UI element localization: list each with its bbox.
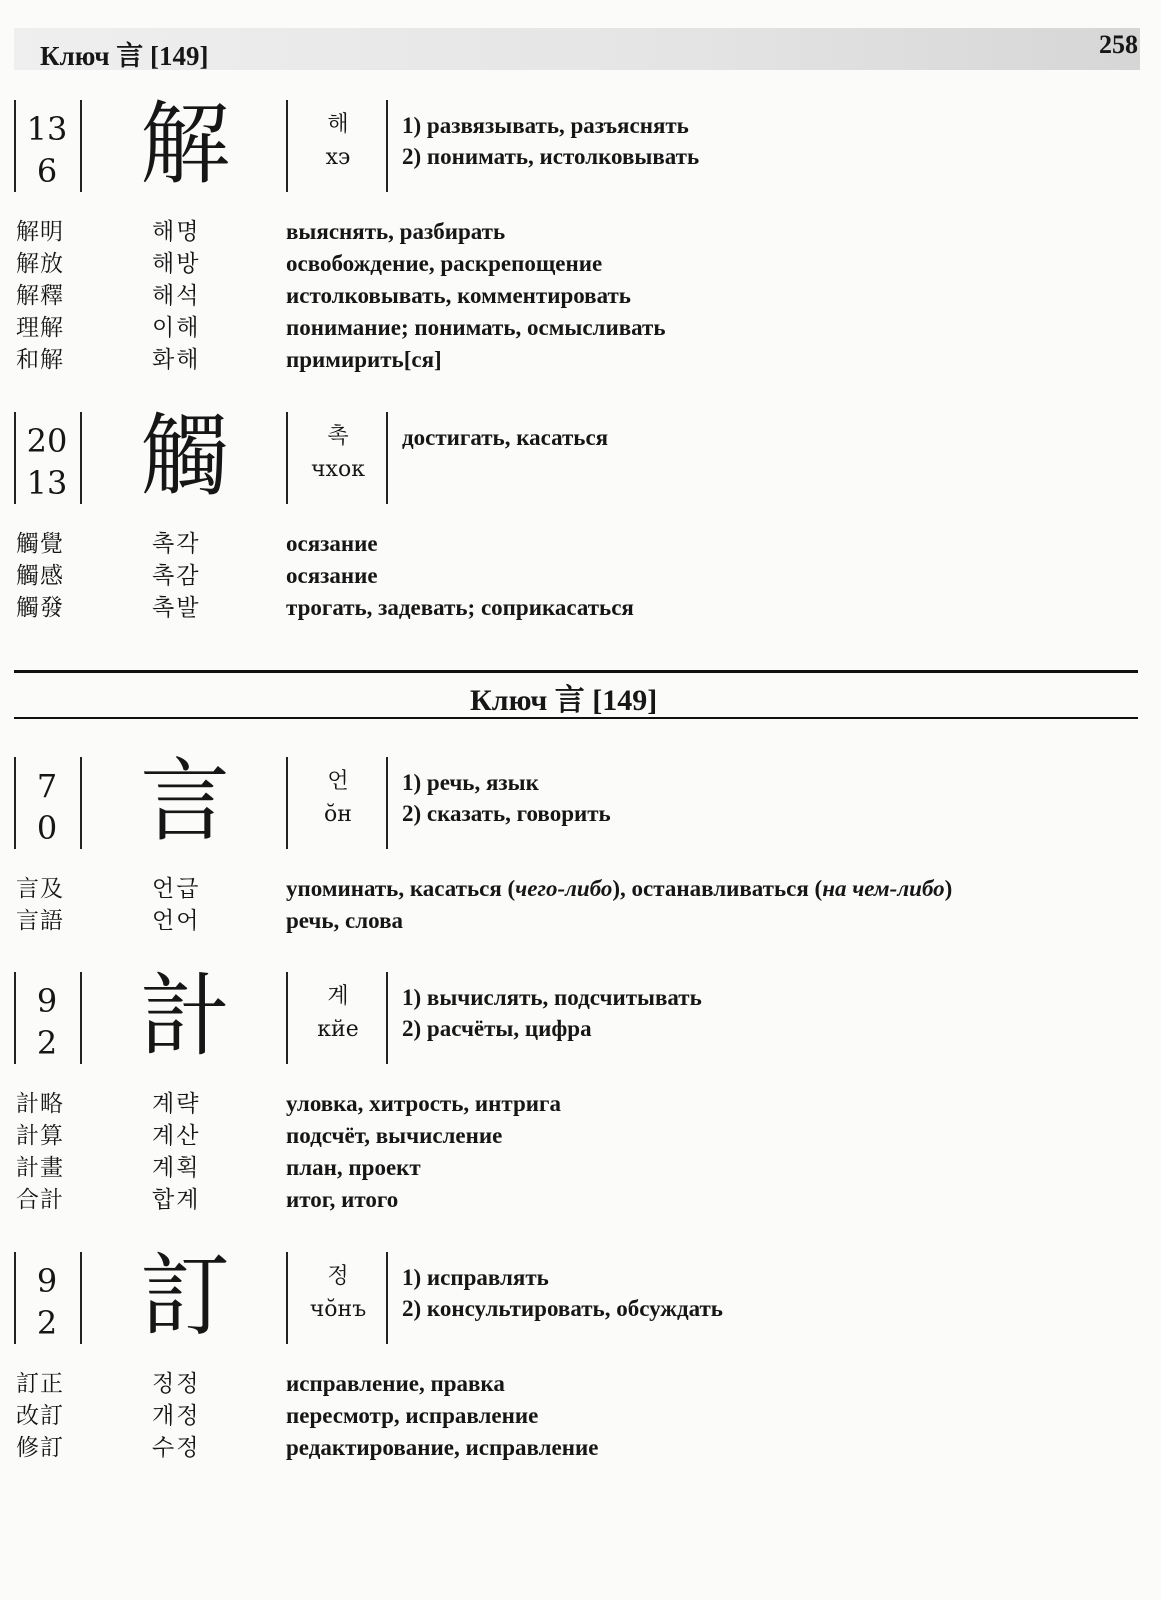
compound-translation: выяснять, разбирать bbox=[286, 219, 506, 244]
compound-row bbox=[0, 905, 1140, 937]
dictionary-entry bbox=[0, 92, 1140, 376]
meaning: достигать, касаться bbox=[402, 425, 609, 450]
meanings-list bbox=[402, 422, 608, 453]
vertical-rule bbox=[386, 757, 388, 849]
entry-head bbox=[0, 92, 1140, 200]
compound-hanja: 言及 bbox=[16, 876, 64, 902]
compound-hanja: 計畫 bbox=[16, 1155, 64, 1181]
compound-hanja: 改訂 bbox=[16, 1403, 64, 1429]
stroke-count bbox=[14, 108, 80, 192]
compound-hangul: 계산 bbox=[152, 1123, 201, 1149]
entry-head bbox=[0, 404, 1140, 512]
vertical-rule bbox=[286, 100, 288, 192]
meaning: 2) расчёты, цифра bbox=[402, 1016, 592, 1041]
compound-hanja: 解明 bbox=[16, 219, 64, 245]
meanings-list bbox=[402, 1262, 723, 1324]
vertical-rule bbox=[80, 412, 82, 504]
vertical-rule bbox=[286, 412, 288, 504]
stroke-count-extra: 6 bbox=[36, 152, 58, 190]
stroke-count-extra: 2 bbox=[36, 1304, 58, 1342]
compound-translation: осязание bbox=[286, 563, 378, 588]
compound-row bbox=[0, 1152, 1140, 1184]
dictionary-entry bbox=[0, 749, 1140, 937]
headword-character: 言 bbox=[140, 749, 230, 854]
reading-transcription: чхок bbox=[311, 457, 365, 482]
compound-hangul: 계략 bbox=[152, 1091, 201, 1117]
vertical-rule bbox=[286, 757, 288, 849]
compound-hanja: 觸發 bbox=[16, 595, 64, 621]
compound-hangul: 언어 bbox=[152, 908, 201, 934]
dictionary-entry bbox=[0, 1244, 1140, 1464]
stroke-count-total: 9 bbox=[36, 982, 58, 1020]
reading bbox=[290, 1260, 386, 1326]
meaning: 1) развязывать, разъяснять bbox=[402, 113, 689, 138]
compound-hanja: 和解 bbox=[16, 347, 64, 373]
reading-hangul: 언 bbox=[327, 769, 349, 794]
compound-row bbox=[0, 1120, 1140, 1152]
compound-hangul: 해명 bbox=[152, 219, 201, 245]
compounds-list bbox=[0, 216, 1140, 376]
entry-head bbox=[0, 1244, 1140, 1352]
reading bbox=[290, 420, 386, 486]
stroke-count bbox=[14, 980, 80, 1064]
compound-row bbox=[0, 344, 1140, 376]
compound-row bbox=[0, 280, 1140, 312]
stroke-count-extra: 2 bbox=[36, 1024, 58, 1062]
compound-hangul: 화해 bbox=[152, 347, 201, 373]
compound-hangul: 계획 bbox=[152, 1155, 201, 1181]
compound-row bbox=[0, 1184, 1140, 1216]
compound-hangul: 이해 bbox=[152, 315, 201, 341]
headword-character: 計 bbox=[140, 964, 230, 1069]
reading-hangul: 정 bbox=[327, 1264, 349, 1289]
translation-part: ), останавливаться ( bbox=[612, 876, 823, 901]
meanings-list bbox=[402, 982, 702, 1044]
stroke-count-total: 9 bbox=[36, 1262, 58, 1300]
stroke-count bbox=[14, 1260, 80, 1344]
compound-translation: итог, итого bbox=[286, 1187, 399, 1212]
meaning: 2) сказать, говорить bbox=[402, 801, 611, 826]
headword-character: 解 bbox=[140, 92, 230, 197]
compound-translation: понимание; понимать, осмысливать bbox=[286, 315, 666, 340]
stroke-count bbox=[14, 765, 80, 849]
compound-hanja: 理解 bbox=[16, 315, 64, 341]
compound-hangul: 합계 bbox=[152, 1187, 201, 1213]
meaning: 1) исправлять bbox=[402, 1265, 549, 1290]
dictionary-entry bbox=[0, 964, 1140, 1216]
stroke-count-total: 20 bbox=[26, 422, 68, 460]
reading-hangul: 해 bbox=[327, 112, 349, 137]
compound-translation: пересмотр, исправление bbox=[286, 1403, 539, 1428]
compound-translation: освобождение, раскрепощение bbox=[286, 251, 603, 276]
compound-hangul: 언급 bbox=[152, 876, 201, 902]
running-header-title: Ключ 言 [149] bbox=[40, 41, 209, 71]
compound-hangul: 해석 bbox=[152, 283, 201, 309]
headword-character: 觸 bbox=[140, 404, 230, 509]
compound-row bbox=[0, 592, 1140, 624]
meanings-list bbox=[402, 767, 611, 829]
compound-row bbox=[0, 312, 1140, 344]
vertical-rule bbox=[286, 1252, 288, 1344]
compound-hangul: 해방 bbox=[152, 251, 201, 277]
compound-hanja: 修訂 bbox=[16, 1435, 64, 1461]
headword-character: 訂 bbox=[140, 1244, 230, 1349]
compound-translation: редактирование, исправление bbox=[286, 1435, 599, 1460]
compound-hangul: 수정 bbox=[152, 1435, 201, 1461]
stroke-count-extra: 13 bbox=[26, 464, 68, 502]
translation-italic: на чем-либо bbox=[822, 876, 945, 901]
compound-translation: осязание bbox=[286, 531, 378, 556]
translation-part: ) bbox=[944, 876, 953, 901]
compound-row bbox=[0, 560, 1140, 592]
reading-transcription: чŏнъ bbox=[309, 1297, 367, 1322]
vertical-rule bbox=[80, 1252, 82, 1344]
compound-row bbox=[0, 1088, 1140, 1120]
meaning: 2) консультировать, обсуждать bbox=[402, 1296, 723, 1321]
entry-head bbox=[0, 749, 1140, 857]
compound-hangul: 개정 bbox=[152, 1403, 201, 1429]
compound-translation: уловка, хитрость, интрига bbox=[286, 1091, 561, 1116]
compound-translation: трогать, задевать; соприкасаться bbox=[286, 595, 634, 620]
vertical-rule bbox=[386, 412, 388, 504]
reading bbox=[290, 980, 386, 1046]
meaning: 1) речь, язык bbox=[402, 770, 539, 795]
compounds-list bbox=[0, 873, 1140, 937]
compound-hangul: 촉발 bbox=[152, 595, 201, 621]
stroke-count-total: 13 bbox=[26, 110, 68, 148]
compound-hanja: 解釋 bbox=[16, 283, 64, 309]
vertical-rule bbox=[80, 100, 82, 192]
compound-translation: примирить[ся] bbox=[286, 347, 442, 372]
compounds-list bbox=[0, 1088, 1140, 1216]
stroke-count bbox=[14, 420, 80, 504]
vertical-rule bbox=[80, 972, 82, 1064]
stroke-count-extra: 0 bbox=[36, 809, 58, 847]
compound-row bbox=[0, 1400, 1140, 1432]
vertical-rule bbox=[386, 1252, 388, 1344]
stroke-count-total: 7 bbox=[36, 767, 58, 805]
translation-part: упоминать, касаться ( bbox=[286, 876, 516, 901]
reading-transcription: хэ bbox=[325, 145, 351, 170]
reading bbox=[290, 108, 386, 174]
vertical-rule bbox=[386, 100, 388, 192]
vertical-rule bbox=[80, 757, 82, 849]
compound-hangul: 촉감 bbox=[152, 563, 201, 589]
compound-translation: речь, слова bbox=[286, 908, 404, 933]
compound-hanja: 訂正 bbox=[16, 1371, 64, 1397]
reading-transcription: кйе bbox=[317, 1017, 359, 1042]
compound-translation: исправление, правка bbox=[286, 1371, 505, 1396]
compound-translation: план, проект bbox=[286, 1155, 421, 1180]
compound-translation: подсчёт, вычисление bbox=[286, 1123, 503, 1148]
vertical-rule bbox=[286, 972, 288, 1064]
compound-hangul: 정정 bbox=[152, 1371, 201, 1397]
meanings-list bbox=[402, 110, 699, 172]
entry-head bbox=[0, 964, 1140, 1072]
compound-hanja: 觸感 bbox=[16, 563, 64, 589]
compound-hanja: 觸覺 bbox=[16, 531, 64, 557]
compound-row bbox=[0, 873, 1140, 905]
compound-row bbox=[0, 1368, 1140, 1400]
meaning: 2) понимать, истолковывать bbox=[402, 144, 700, 169]
page-number: 258 bbox=[1099, 30, 1138, 59]
compound-hanja: 合計 bbox=[16, 1187, 64, 1213]
compound-row bbox=[0, 528, 1140, 560]
section-title: Ключ 言 [149] bbox=[470, 684, 658, 717]
compound-translation bbox=[286, 873, 952, 905]
reading bbox=[290, 765, 386, 831]
compound-row bbox=[0, 216, 1140, 248]
compound-translation: истолковывать, комментировать bbox=[286, 283, 631, 308]
compound-hanja: 言語 bbox=[16, 908, 64, 934]
compounds-list bbox=[0, 1368, 1140, 1464]
compounds-list bbox=[0, 528, 1140, 624]
reading-hangul: 계 bbox=[327, 984, 349, 1009]
compound-hanja: 計略 bbox=[16, 1091, 64, 1117]
compound-row bbox=[0, 248, 1140, 280]
translation-italic: чего-либо bbox=[515, 876, 613, 901]
reading-hangul: 촉 bbox=[327, 424, 349, 449]
compound-hanja: 計算 bbox=[16, 1123, 64, 1149]
meaning: 1) вычислять, подсчитывать bbox=[402, 985, 702, 1010]
dictionary-entry bbox=[0, 404, 1140, 624]
reading-transcription: ŏн bbox=[324, 802, 352, 827]
compound-hangul: 촉각 bbox=[152, 531, 201, 557]
vertical-rule bbox=[386, 972, 388, 1064]
compound-row bbox=[0, 1432, 1140, 1464]
compound-hanja: 解放 bbox=[16, 251, 64, 277]
